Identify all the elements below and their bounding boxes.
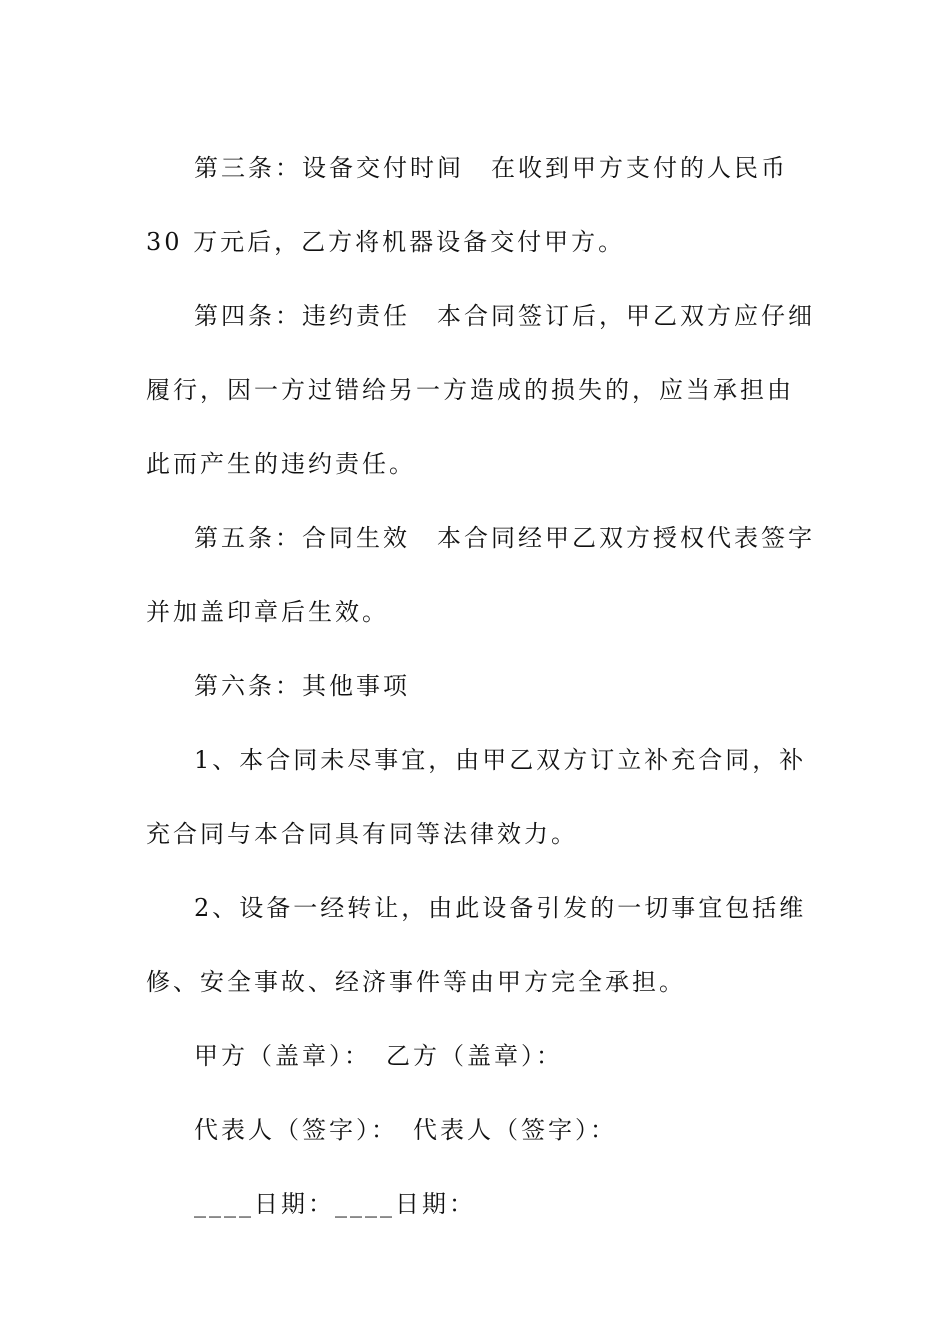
clause-other-heading: 第六条：其他事项 [194, 672, 410, 700]
seal-line: 甲方（盖章）： 乙方（盖章）： [194, 1042, 563, 1070]
representative-line: 代表人（签字）： 代表人（签字）： [194, 1116, 617, 1144]
clause-other-item-2: 2、设备一经转让，由此设备引发的一切事宜包括维修、安全事故、经济事件等由甲方完全承担。 [146, 894, 807, 996]
clause-delivery: 第三条：设备交付时间 在收到甲方支付的人民币 30 万元后，乙方将机器设备交付甲方。 [146, 154, 788, 256]
clause-other-item-1: 1、本合同未尽事宜，由甲乙双方订立补充合同，补充合同与本合同具有同等法律效力。 [146, 746, 807, 848]
document-body [146, 131, 816, 1241]
clause-liability: 第四条：违约责任 本合同签订后，甲乙双方应仔细履行，因一方过错给另一方造成的损失的，应当承担由此而产生的违约责任。 [146, 302, 815, 478]
date-line: ____日期：____日期： [194, 1190, 476, 1218]
clause-effect: 第五条：合同生效 本合同经甲乙双方授权代表签字并加盖印章后生效。 [146, 524, 815, 626]
